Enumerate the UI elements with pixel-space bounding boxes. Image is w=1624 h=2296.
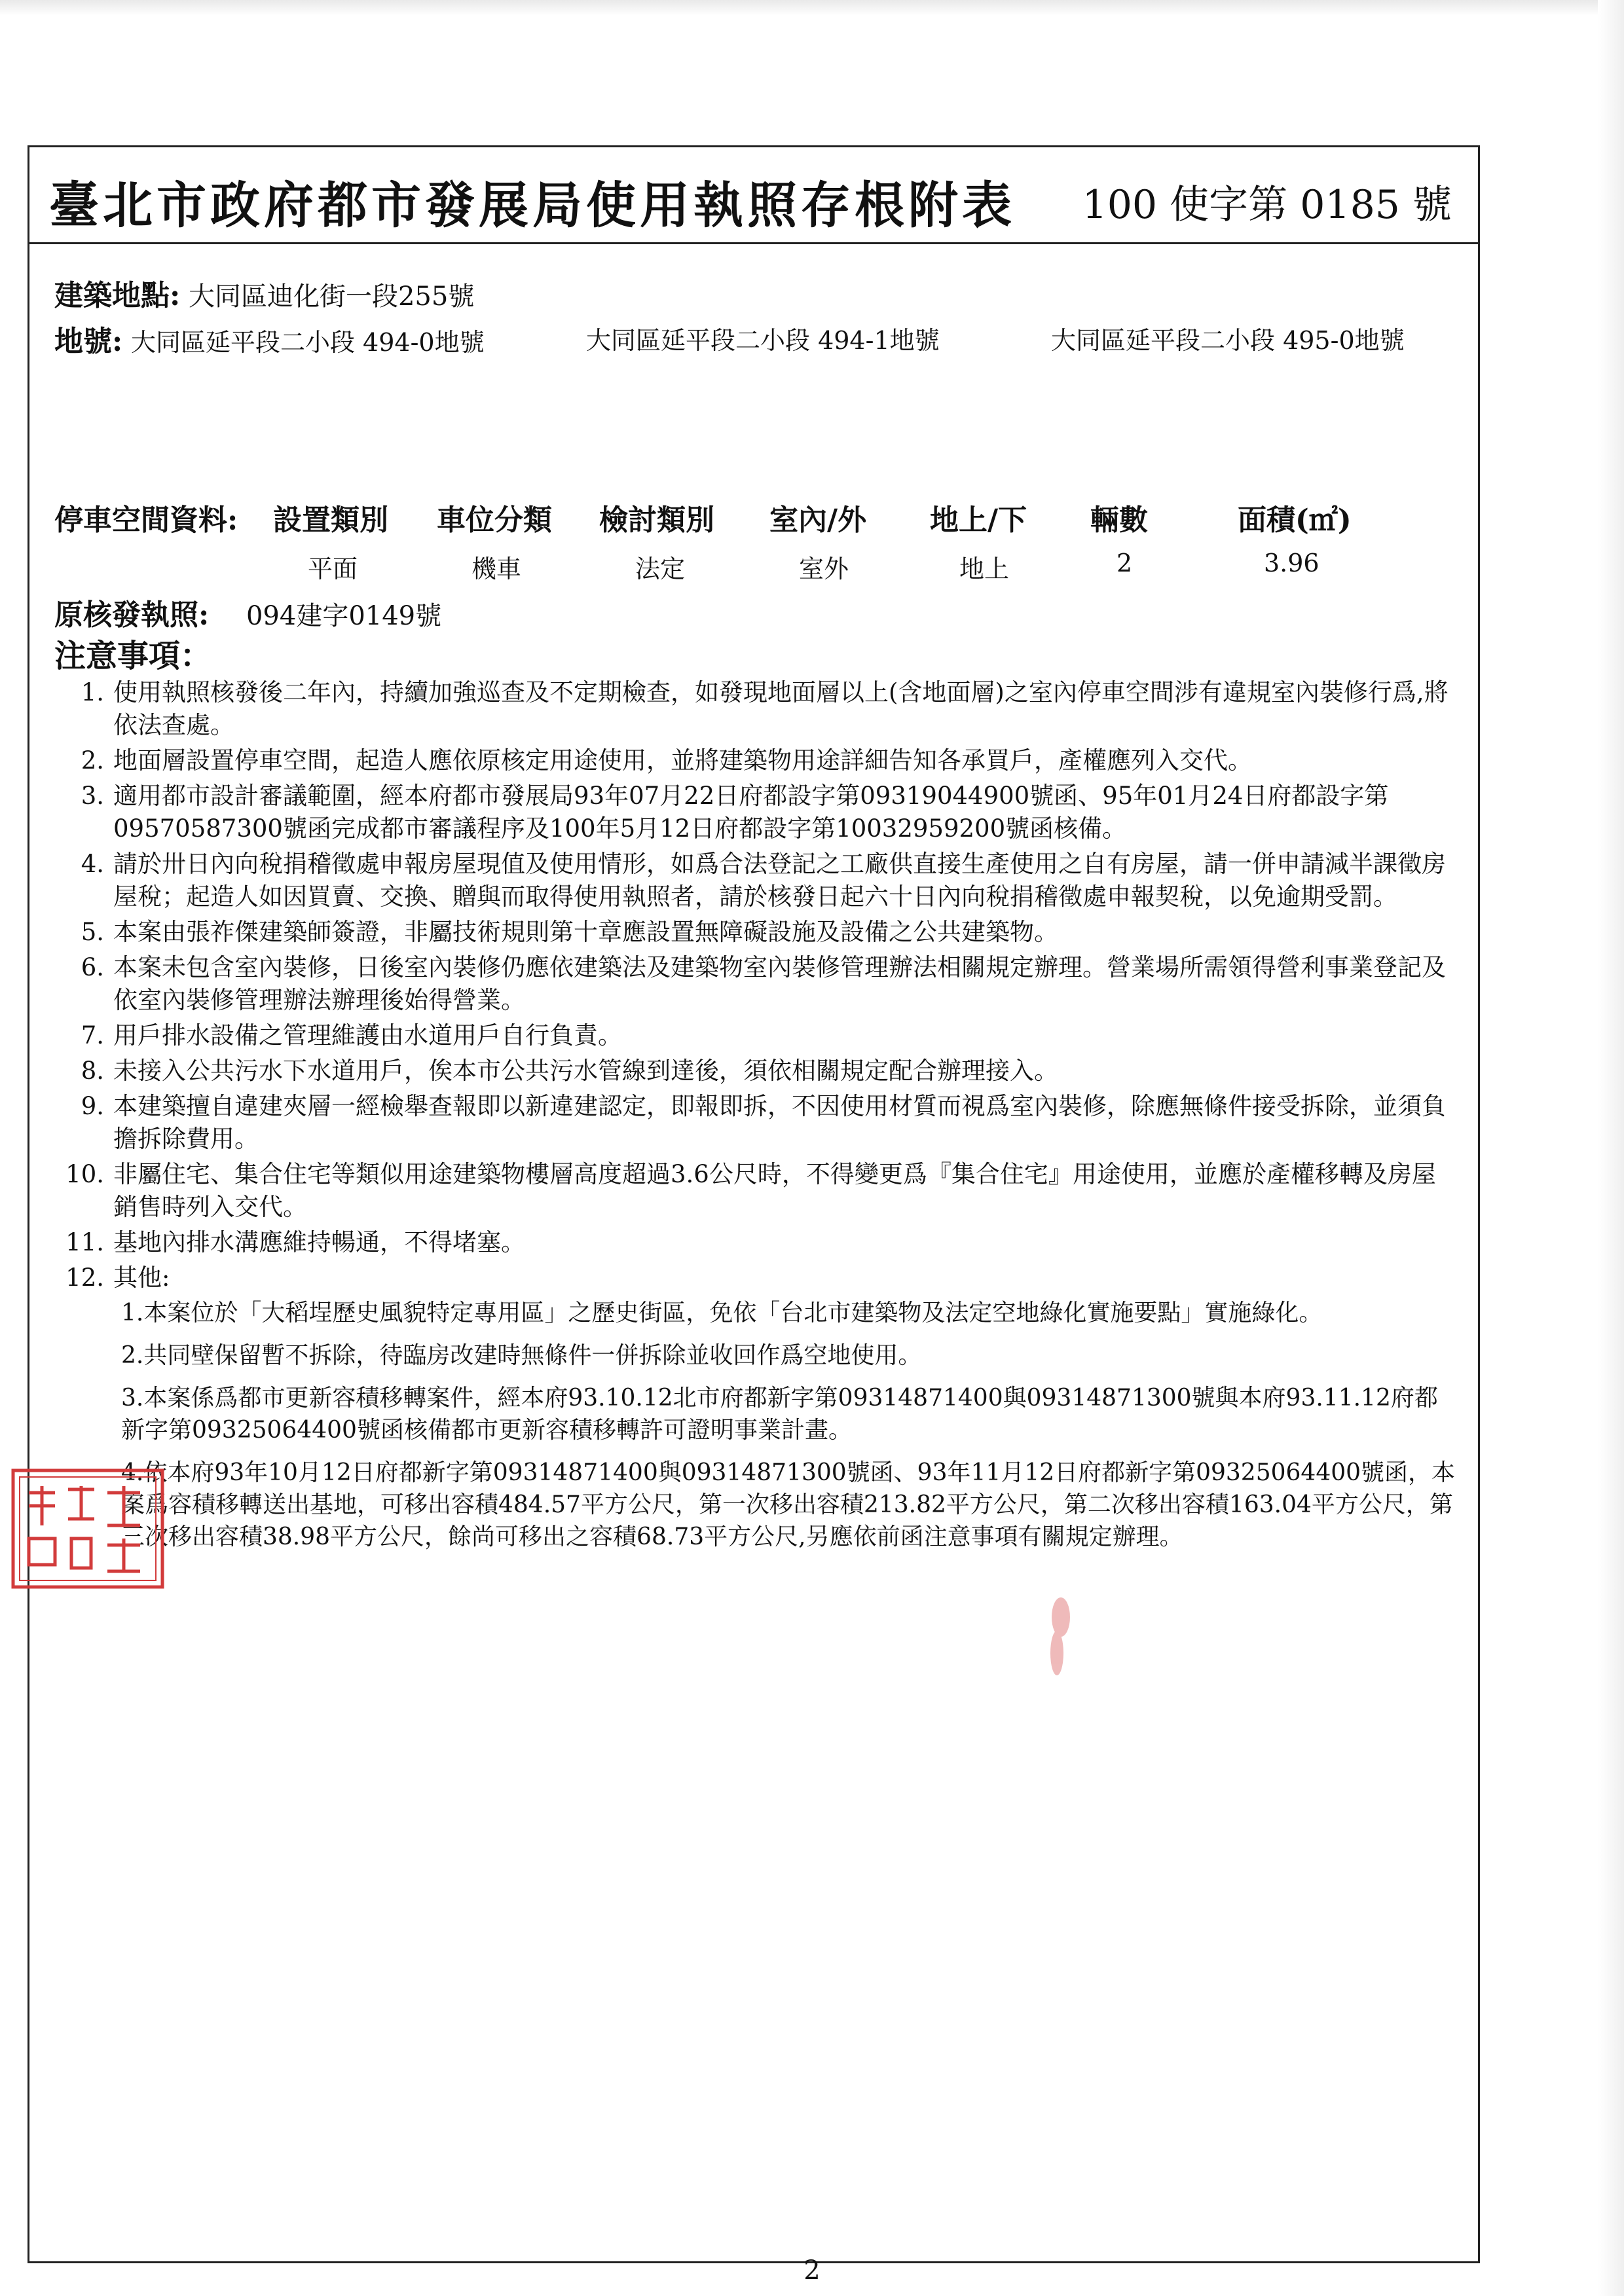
note-number: 11.	[65, 1228, 104, 1256]
parking-header-vehicle: 車位分類	[437, 503, 552, 537]
note-text: 非屬住宅、集合住宅等類似用途建築物樓層高度超過3.6公尺時，不得變更爲『集合住宅』用途使用，並應於產權移轉及房屋銷售時列入交代。	[113, 1160, 1436, 1221]
note-number: 7.	[81, 1021, 104, 1049]
permit-number: 100 使字第 0185 號	[1082, 182, 1452, 228]
note-number: 2.	[81, 746, 104, 774]
official-seal-icon	[9, 1467, 166, 1591]
faint-stamp-mark-icon	[1035, 1591, 1087, 1683]
note-item	[54, 951, 1456, 1017]
note-number: 6.	[81, 953, 104, 981]
sub-note: 2.共同壁保留暫不拆除，待臨房改建時無條件一併拆除並收回作爲空地使用。	[121, 1342, 922, 1369]
note-item	[54, 916, 1456, 949]
sub-note: 3.本案係爲都市更新容積移轉案件，經本府93.10.12北市府都新字第09314871400與09314871300號與本府93.11.12府都新字第09325064400號函核備都市更新容積移轉許可證明事業計畫。	[121, 1385, 1438, 1444]
parking-cell: 機車	[471, 555, 522, 583]
parking-header-above-below: 地上/下	[930, 503, 1027, 537]
note-text: 用戶排水設備之管理維護由水道用戶自行負責。	[113, 1021, 622, 1049]
site-value: 大同區迪化街一段255號	[188, 282, 475, 312]
document-title: 臺北市政府都市發展局使用執照存根附表	[49, 176, 1016, 234]
lot-row	[54, 318, 485, 359]
parking-header-count: 輛數	[1090, 503, 1148, 537]
parking-label: 停車空間資料:	[54, 503, 238, 537]
note-text: 本案由張祚傑建築師簽證，非屬技術規則第十章應設置無障礙設施及設備之公共建築物。	[113, 918, 1058, 946]
page-number: 2	[803, 2255, 821, 2286]
note-text: 地面層設置停車空間，起造人應依原核定用途使用，並將建築物用途詳細告知各承買戶，產權應列入交代。	[113, 746, 1252, 774]
scan-edge-right	[1598, 0, 1624, 2296]
note-text: 基地內排水溝應維持暢通，不得堵塞。	[113, 1228, 525, 1256]
notes-list	[54, 676, 1456, 1563]
note-number: 3.	[81, 782, 104, 810]
note-text: 本建築擅自違建夾層一經檢舉查報即以新違建認定，即報即拆，不因使用材質而視爲室內裝修，除應無條件接受拆除，並須負擔拆除費用。	[113, 1092, 1446, 1153]
parking-cell: 平面	[308, 555, 358, 583]
note-item	[54, 1262, 1456, 1294]
note-text: 未接入公共污水下水道用戶，俟本市公共污水管線到達後，須依相關規定配合辦理接入。	[113, 1057, 1058, 1085]
site-row	[54, 272, 474, 314]
note-text: 使用執照核發後二年內，持續加強巡查及不定期檢查，如發現地面層以上(含地面層)之室內停車空間涉有違規室內裝修行爲,將依法查處。	[113, 678, 1449, 739]
note-item	[54, 848, 1456, 913]
note-number: 8.	[81, 1057, 104, 1085]
note-number: 10.	[65, 1160, 104, 1188]
original-permit-label: 原核發執照:	[54, 598, 210, 632]
sub-note: 4.依本府93年10月12日府都新字第09314871400與09314871300號函、93年11月12日府都新字第09325064400號函，本案爲容積移轉送出基地，可移出容積484.57平方公尺，第一次移出容積213.82平方公尺，第二次移出容積163.04平方公尺，第三次移出容積38.98平方公尺，餘尚可移出之容積68.73平方公尺,另應依前函注意事項有關規定辦理。	[121, 1459, 1456, 1550]
note-number: 4.	[81, 850, 104, 878]
parking-header-area: 面積(㎡)	[1238, 503, 1352, 537]
note-number: 5.	[81, 918, 104, 946]
site-label: 建築地點:	[54, 279, 181, 312]
parking-header-review: 檢討類別	[599, 503, 714, 537]
parking-header-indoor-outdoor: 室內/外	[769, 503, 867, 537]
scan-edge-top	[0, 0, 1624, 16]
sub-note: 1.本案位於「大稻埕歷史風貌特定專用區」之歷史街區，免依「台北市建築物及法定空地綠化實施要點」實施綠化。	[121, 1300, 1323, 1326]
lot-value: 大同區延平段二小段 495-0地號	[1051, 326, 1405, 355]
note-number: 12.	[65, 1264, 104, 1292]
note-item	[54, 1019, 1456, 1052]
lot-value: 大同區延平段二小段 494-0地號	[130, 328, 485, 357]
note-number: 9.	[81, 1092, 104, 1120]
lot-value: 大同區延平段二小段 494-1地號	[586, 326, 940, 355]
document-frame	[28, 145, 1480, 2263]
note-text: 本案未包含室內裝修，日後室內裝修仍應依建築法及建築物室內裝修管理辦法相關規定辦理。營業場所需領得營利事業登記及依室內裝修管理辦法辦理後始得營業。	[113, 953, 1446, 1014]
note-item	[54, 1158, 1456, 1224]
parking-cell: 2	[1116, 549, 1133, 577]
note-text: 其他:	[113, 1264, 170, 1292]
original-permit-value: 094建字0149號	[246, 601, 442, 631]
parking-cell: 地上	[959, 555, 1010, 583]
note-item	[54, 1090, 1456, 1156]
note-text: 請於卅日內向稅捐稽徵處申報房屋現值及使用情形，如爲合法登記之工廠供直接生產使用之自有房屋，請一併申請減半課徵房屋稅；起造人如因買賣、交換、贈與而取得使用執照者，請於核發日起六十日內向稅捐稽徵處申報契稅，以免逾期受罰。	[113, 850, 1446, 911]
parking-cell: 法定	[635, 555, 686, 583]
note-number: 1.	[81, 678, 104, 706]
parking-header-category: 設置類別	[273, 503, 388, 537]
parking-cell: 室外	[799, 555, 849, 583]
title-row	[29, 147, 1478, 244]
note-item	[54, 676, 1456, 742]
note-item	[54, 1226, 1456, 1259]
original-permit-row	[54, 591, 441, 633]
notes-title: 注意事項：	[54, 638, 212, 674]
note-text: 適用都市設計審議範圍，經本府都市發展局93年07月22日府都設字第09319044900號函、95年01月24日府都設字第09570587300號函完成都市審議程序及100年5月12日府都設字第10032959200號函核備。	[113, 782, 1389, 843]
note-item	[54, 1055, 1456, 1087]
parking-cell: 3.96	[1264, 549, 1320, 577]
note-item	[54, 744, 1456, 777]
note-item	[54, 780, 1456, 845]
lot-label: 地號:	[54, 325, 123, 358]
